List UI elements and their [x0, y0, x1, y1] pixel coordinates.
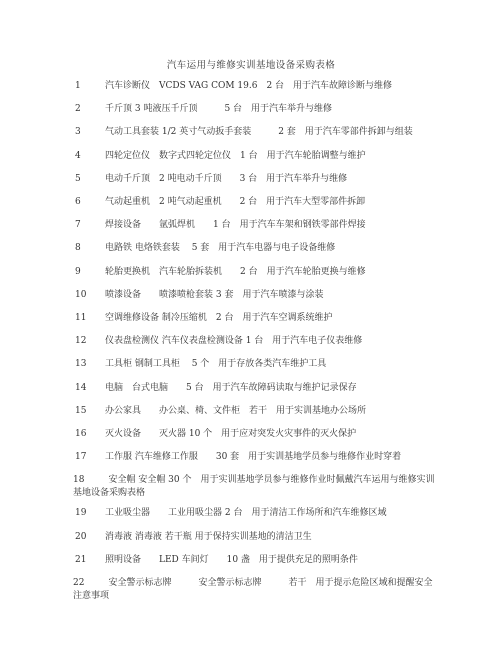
- item-number: 16: [75, 429, 87, 439]
- item-number: 1: [75, 81, 81, 91]
- item-number: 3: [75, 127, 81, 138]
- item-text: 气动工具套装 1/2 英寸气动扳手套装 2 套 用于汽车零部件拆卸与组装: [105, 127, 413, 138]
- item-text: 轮胎更换机 汽车轮胎拆装机 2 台 用于汽车轮胎更换与维修: [105, 266, 366, 277]
- item-number: 13: [75, 359, 87, 370]
- item-number: 12: [75, 336, 87, 347]
- item-text: 工业吸尘器 工业用吸尘器 2 台 用于清洁工作场所和汽车维修区域: [105, 508, 387, 519]
- item-number: 22: [73, 578, 85, 588]
- item-text: 工具柜 钢制工具柜 5 个 用于存放各类汽车维护工具: [105, 359, 327, 370]
- list-item: [73, 474, 435, 500]
- item-number: 20: [75, 531, 87, 542]
- item-number: 15: [75, 405, 87, 416]
- item-number: 9: [75, 266, 81, 277]
- item-number: 5: [75, 173, 81, 184]
- item-text: 汽车诊断仪 VCDS VAG COM 19.6 2 台 用于汽车故障诊断与维修: [105, 81, 393, 91]
- item-number: 6: [75, 197, 81, 207]
- item-number: 21: [75, 554, 87, 565]
- item-text: 电动千斤顶 2 吨电动千斤顶 3 台 用于汽车举升与维修: [105, 173, 348, 184]
- item-text: 焊接设备 氩弧焊机 1 台 用于汽车车架和钢铁零部件焊接: [105, 220, 366, 231]
- item-number: 18: [73, 475, 85, 486]
- item-text: 喷漆设备 喷漆喷枪套装 3 套 用于汽车喷漆与涂装: [105, 289, 324, 300]
- item-number: 19: [75, 508, 87, 519]
- item-text: 电脑 台式电脑 5 台 用于汽车故障码读取与维护记录保存: [105, 382, 357, 393]
- item-text: 仪表盘检测仪 汽车仪表盘检测设备 1 台 用于汽车电子仪表维修: [105, 336, 363, 347]
- item-text: 办公家具 办公桌、椅、文件柜 若干 用于实训基地办公场所: [105, 405, 367, 416]
- item-number: 7: [75, 220, 81, 231]
- list-item: [73, 577, 435, 603]
- item-text: 四轮定位仪 数字式四轮定位仪 1 台 用于汽车轮胎调整与维护: [105, 150, 366, 161]
- item-number: 2: [75, 104, 81, 115]
- item-text: 千斤顶 3 吨液压千斤顶 5 台 用于汽车举升与维修: [105, 104, 333, 115]
- item-number: 11: [75, 313, 87, 323]
- item-text: 气动起重机 2 吨气动起重机 2 台 用于汽车大型零部件拆卸: [105, 197, 366, 207]
- document-title: 汽车运用与维修实训基地设备采购表格: [166, 60, 336, 71]
- item-number: 8: [75, 243, 81, 254]
- item-text: 空调维修设备 制冷压缩机 2 台 用于汽车空调系统维护: [105, 313, 333, 323]
- item-text: 电路铁 电烙铁套装 5 套 用于汽车电器与电子设备维修: [105, 243, 336, 254]
- item-text: 安全帽 安全帽 30 个 用于实训基地学员参与维修作业时佩戴汽车运用与维修实训基地设备采购表格: [73, 475, 435, 499]
- item-number: 10: [75, 289, 87, 300]
- item-text: 灭火设备 灭火器 10 个 用于应对突发火灾事件的灭火保护: [105, 429, 357, 439]
- item-text: 工作服 汽车维修工作服 30 套 用于实训基地学员参与维修作业时穿着: [105, 452, 402, 463]
- item-number: 4: [75, 150, 81, 161]
- item-text: 消毒液 消毒液 若干瓶 用于保持实训基地的清洁卫生: [105, 531, 312, 542]
- item-number: 17: [75, 452, 87, 463]
- item-number: 14: [75, 382, 87, 393]
- item-text: 照明设备 LED 车间灯 10 盏 用于提供充足的照明条件: [105, 554, 358, 565]
- item-text: 安全警示标志牌 安全警示标志牌 若干 用于提示危险区域和提醒安全注意事项: [73, 578, 433, 601]
